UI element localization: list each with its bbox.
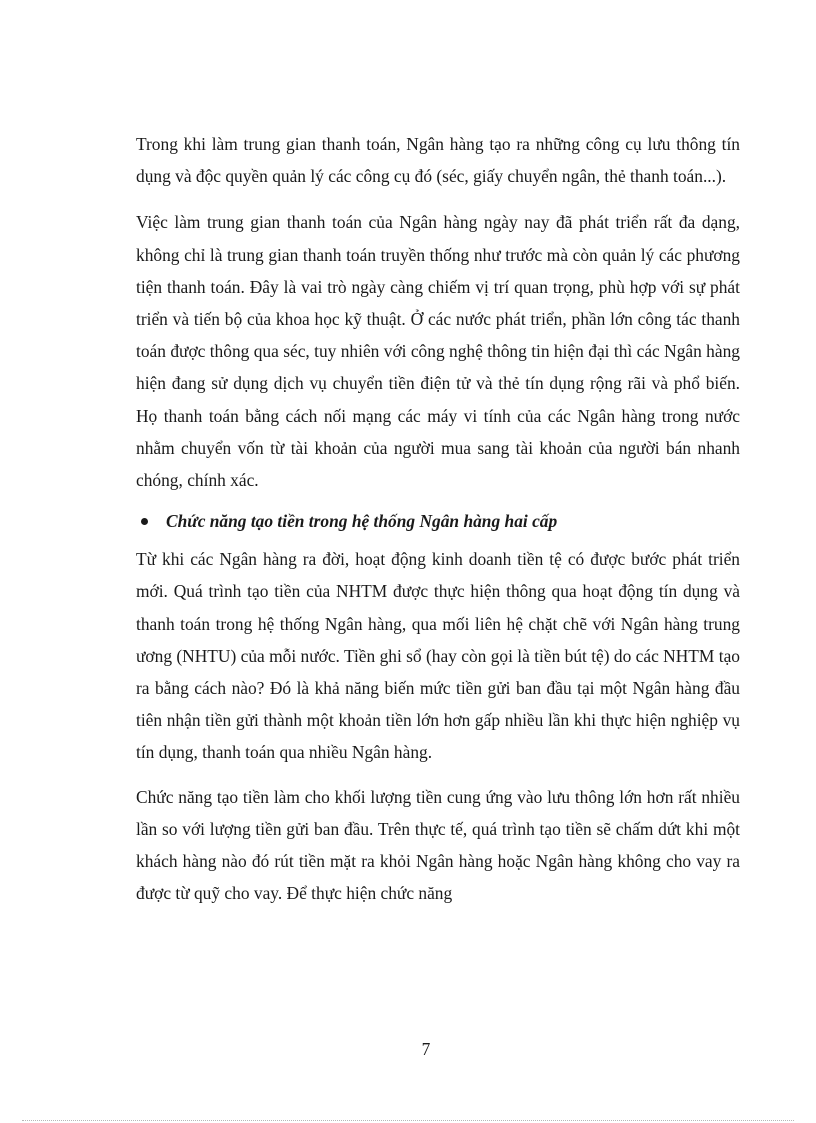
paragraph-money-supply: Chức năng tạo tiền làm cho khối lượng tiền cung ứng vào lưu thông lớn hơn rất nhiều lần so với lượng tiền gửi ban đầu. Trên thực tế, quá trình tạo tiền sẽ chấm dứt khi một khách hàng nào đó rút tiền mặt ra khỏi Ngân hàng hoặc Ngân hàng không cho vay ra được từ quỹ cho vay. Để thực hiện chức năng	[136, 786, 740, 904]
bullet-icon	[141, 518, 148, 525]
section-heading-text: Chức năng tạo tiền trong hệ thống Ngân hàng hai cấp	[166, 511, 558, 532]
page-number: 7	[421, 1039, 431, 1059]
section-heading	[136, 505, 740, 537]
page-bottom-divider	[22, 1120, 794, 1121]
paragraph-payment-instruments: Trong khi làm trung gian thanh toán, Ngân hàng tạo ra những công cụ lưu thông tín dụng và độc quyền quản lý các công cụ đó (séc, giấy chuyển ngân, thẻ thanh toán...).	[136, 134, 740, 187]
page-body	[136, 128, 740, 909]
paragraph-money-creation: Từ khi các Ngân hàng ra đời, hoạt động kinh doanh tiền tệ có được bước phát triển mới. Quá trình tạo tiền của NHTM được thực hiện thông qua hoạt động tín dụng và thanh toán trong hệ thống Ngân hàng, qua mối liên hệ chặt chẽ với Ngân hàng trung ương (NHTU) của mỗi nước. Tiền ghi sổ (hay còn gọi là tiền bút tệ) do các NHTM tạo ra bằng cách nào? Đó là khả năng biến mức tiền gửi ban đầu tại một Ngân hàng đầu tiên nhận tiền gửi thành một khoản tiền lớn hơn gấp nhiều lần khi thực hiện nghiệp vụ tín dụng, thanh toán qua nhiều Ngân hàng.	[136, 549, 740, 763]
paragraph-payment-intermediary: Việc làm trung gian thanh toán của Ngân hàng ngày nay đã phát triển rất đa dạng, không chỉ là trung gian thanh toán truyền thống như trước mà còn quản lý các phương tiện thanh toán. Đây là vai trò ngày càng chiếm vị trí quan trọng, phù hợp với sự phát triển và tiến bộ của khoa học kỹ thuật. Ở các nước phát triển, phần lớn công tác thanh toán được thông qua séc, tuy nhiên với công nghệ thông tin hiện đại thì các Ngân hàng hiện đang sử dụng dịch vụ chuyển tiền điện tử và thẻ tín dụng rộng rãi và phổ biến. Họ thanh toán bằng cách nối mạng các máy vi tính của các Ngân hàng trong nước nhằm chuyển vốn từ tài khoản của người mua sang tài khoản của người bán nhanh chóng, chính xác.	[136, 212, 740, 491]
